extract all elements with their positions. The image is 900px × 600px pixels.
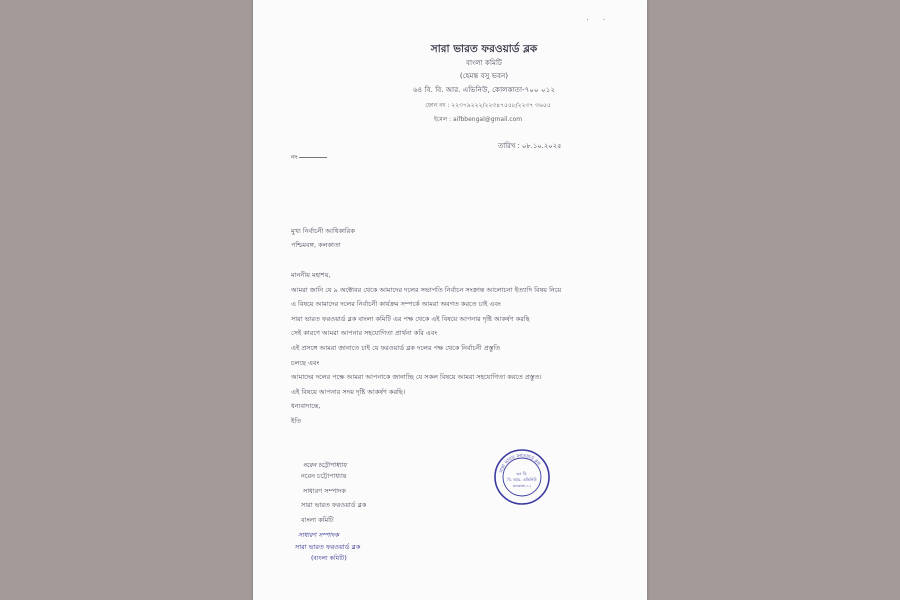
stamp-inner-line-2: বি. আর. এভিনিউ (507, 477, 537, 482)
letter-date: তারিখ : ০৮.১০.২০২৫ (498, 142, 562, 150)
signatory-committee: বাংলা কমিটি (301, 516, 334, 524)
body-line: আমরা জানি যে ৯ অক্টোবর থেকে আমাদের দলের সভাপতি নির্বাচন সংক্রান্ত আলোচনা ইত্যাদি বিষয় নিয়ে (291, 285, 562, 294)
body-line: চলছে এবং (291, 358, 320, 367)
body-line: ইতি (291, 416, 302, 425)
letter-page (253, 0, 647, 600)
official-stamp-icon (493, 448, 551, 506)
letterhead-phone: ফোন নং : ২২৩৭৯২২২/২২৩৪৭৫৫৮/২২৩৭ ৩৬৫৫ (425, 102, 551, 109)
reference-label: নং (291, 153, 298, 161)
signature: নরেন চট্টোপাধ্যায় (303, 462, 347, 469)
body-line: সারা ভারত ফরওয়ার্ড ব্লক বাংলা কমিটি এর পক্ষ থেকে এই বিষয়ে আপনার দৃষ্টি আকর্ষণ করছি (291, 314, 530, 323)
body-line: এই বিষয়ে আপনার সদয় দৃষ্টি আকর্ষণ করছি। (291, 387, 406, 396)
reference-blank (299, 157, 327, 158)
seal-block-committee: (বাংলা কমিটি) (311, 555, 347, 562)
letterhead-building: (হেমন্ত বসু ভবন) (459, 71, 509, 80)
signatory-title: সাধারণ সম্পাদক (303, 487, 346, 495)
body-line: সেই কারণে আমরা আপনার সহযোগিতা প্রার্থনা করি এবং (291, 329, 438, 338)
recipient-line-1: মুখ্য নির্বাচনী আধিকারিক (291, 227, 355, 235)
stamp-inner-line-1: ৬৪ বি. (516, 471, 528, 476)
signatory-name: নরেন চট্টোপাধ্যায় (301, 472, 347, 480)
body-line: এই প্রসঙ্গে আমরা জানাতে চাই যে ফরওয়ার্ড ব্লক দলের পক্ষ থেকে নির্বাচনী প্রস্তুতি (291, 343, 501, 352)
letterhead-committee: বাংলা কমিটি (466, 58, 502, 67)
recipient-line-2: পশ্চিমবঙ্গ, কলকাতা (291, 241, 341, 249)
stamp-outer-text: সারা ভারত ফরওয়ার্ড ব্লক (499, 453, 541, 474)
letterhead-address: ৬৪ বি. বি. আর. এভিনিউ, কোলকাতা-৭০০ ০১২ (412, 85, 556, 94)
body-line: মাননীয় মহাশয়, (291, 271, 331, 279)
stamp-inner-line-3: কলকাতা-১২ (512, 484, 532, 488)
signatory-org: সারা ভারত ফরওয়ার্ড ব্লক (301, 501, 367, 509)
body-line: ধন্যবাদান্তে, (291, 402, 321, 411)
reference-number (291, 152, 327, 163)
letterhead-email: ইমেল : aifbbengal@gmail.com (433, 116, 523, 123)
body-line: এ বিষয়ে আমাদের দলের নির্বাচনী কার্যক্রম সম্পর্কে আমরা অবগত করতে চাই এবং (291, 300, 501, 309)
corner-marks: · · (586, 16, 611, 24)
letter-body (291, 268, 621, 429)
body-line: আমাদের দলের পক্ষে আমরা আপনাকে জানাচ্ছি যে সকল বিষয়ে আমরা সহযোগিতা করতে প্রস্তুত। (291, 373, 542, 382)
seal-block-org: সারা ভারত ফরওয়ার্ড ব্লক (295, 543, 361, 551)
seal-block-title: সাধারণ সম্পাদক (298, 532, 339, 539)
letterhead-org-name: সারা ভারত ফরওয়ার্ড ব্লক (430, 43, 538, 55)
